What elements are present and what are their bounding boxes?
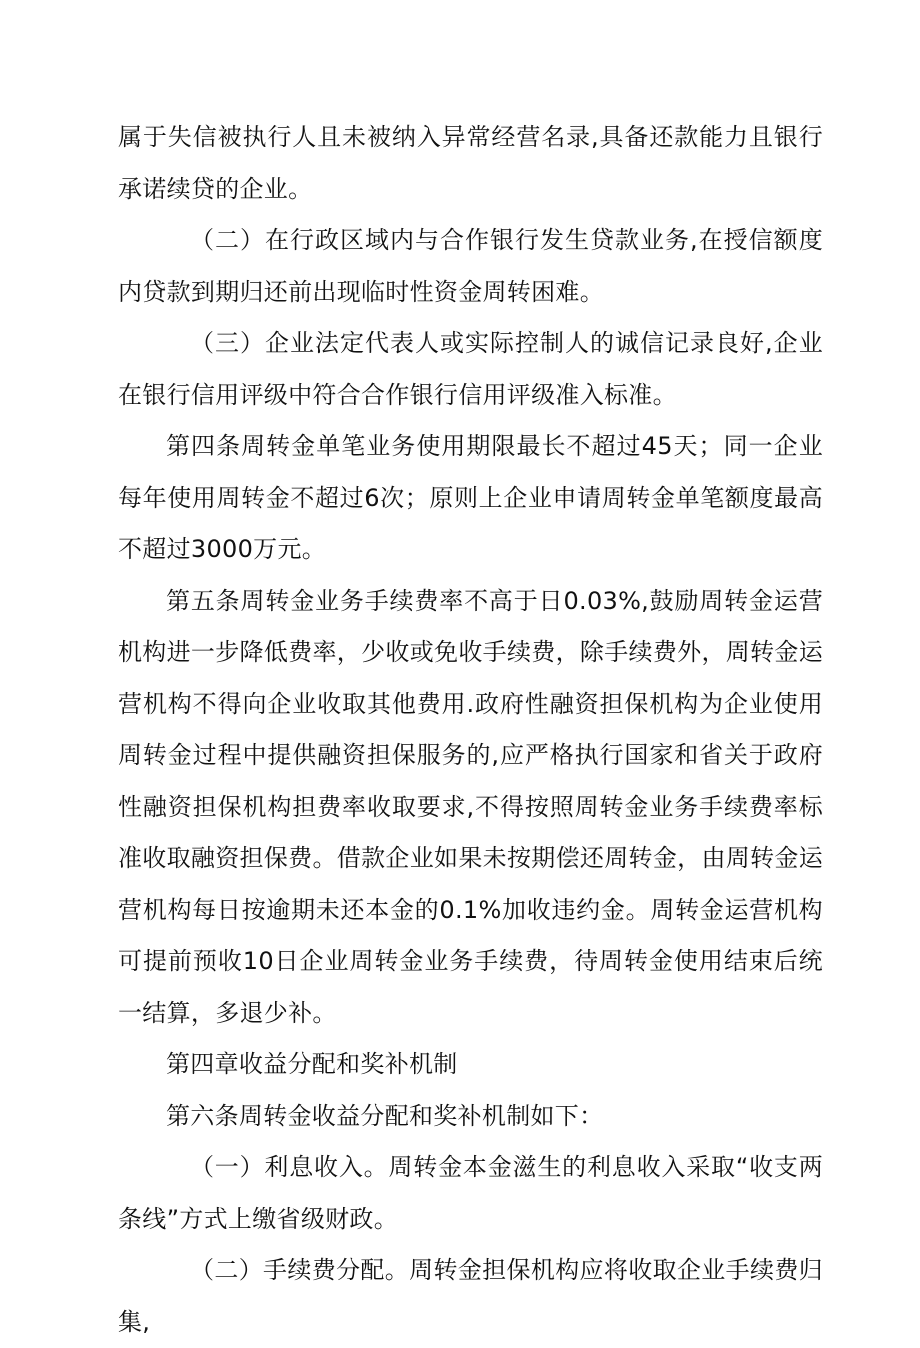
paragraph-item-3: （三）企业法定代表人或实际控制人的诚信记录良好,企业在银行信用评级中符合合作银行信用评级准入标准。 (118, 329, 823, 409)
paragraph-item-2: （二）在行政区域内与合作银行发生贷款业务,在授信额度内贷款到期归还前出现临时性资金周转困难。 (118, 226, 823, 306)
paragraph-fee-distribution: （二）手续费分配。周转金担保机构应将收取企业手续费归集, (118, 1256, 823, 1336)
paragraph-article-5: 第五条周转金业务手续费率不高于日0.03%,鼓励周转金运营机构进一步降低费率，少收或免收手续费，除手续费外，周转金运营机构不得向企业收取其他费用.政府性融资担保机构为企业使用周转金过程中提供融资担保服务的,应严格执行国家和省关于政府性融资担保机构担费率收取要求,不得按照周转金业务手续费率标准收取融资担保费。借款企业如果未按期偿还周转金，由周转金运营机构每日按逾期未还本金的0.1%加收违约金。周转金运营机构可提前预收10日企业周转金业务手续费，待周转金使用结束后统一结算，多退少补。 (118, 586, 823, 1027)
chapter-heading-4: 第四章收益分配和奖补机制 (166, 1050, 458, 1078)
paragraph-continuation: 属于失信被执行人且未被纳入异常经营名录,具备还款能力且银行承诺续贷的企业。 (118, 123, 823, 203)
paragraph-article-4: 第四条周转金单笔业务使用期限最长不超过45天；同一企业每年使用周转金不超过6次；原则上企业申请周转金单笔额度最高不超过3000万元。 (118, 432, 823, 563)
document-page (118, 112, 823, 1348)
paragraph-interest-income: （一）利息收入。周转金本金滋生的利息收入采取“收支两条线”方式上缴省级财政。 (118, 1153, 823, 1233)
paragraph-article-6: 第六条周转金收益分配和奖补机制如下： (166, 1101, 604, 1130)
